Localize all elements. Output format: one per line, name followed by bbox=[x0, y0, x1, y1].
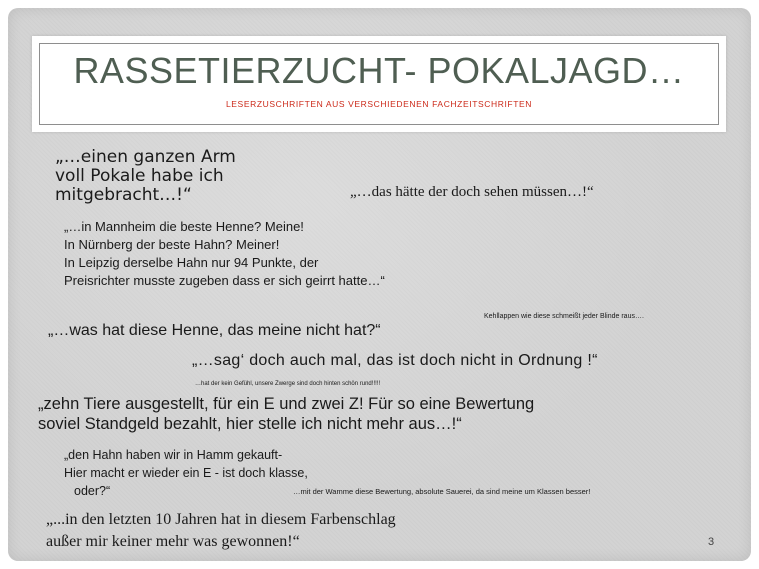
quote-line: Preisrichter musste zugeben dass er sich geirrt hatte…“ bbox=[64, 273, 385, 288]
quote-arm-pokale bbox=[55, 148, 236, 205]
quote-hamm bbox=[64, 446, 308, 500]
quote-zehn-tiere bbox=[38, 394, 534, 434]
quote-line: „den Hahn haben wir in Hamm gekauft- bbox=[64, 448, 283, 462]
quote-line: „...in den letzten 10 Jahren hat in diesem Farbenschlag bbox=[46, 511, 396, 528]
quote-line: In Leipzig derselbe Hahn nur 94 Punkte, der bbox=[64, 255, 319, 270]
quote-was-hat: „…was hat diese Henne, das meine nicht hat?“ bbox=[48, 322, 381, 339]
quote-sag-doch: „…sag‘ doch auch mal, das ist doch nicht in Ordnung !“ bbox=[192, 352, 598, 369]
quote-line: mitgebracht…!“ bbox=[55, 185, 192, 205]
quote-line: Hier macht er wieder ein E - ist doch klasse, bbox=[64, 466, 308, 480]
page-number: 3 bbox=[708, 536, 715, 548]
quote-haette-sehen: „…das hätte der doch sehen müssen…!“ bbox=[350, 184, 594, 200]
quote-letzten-jahren bbox=[46, 509, 396, 553]
slide-title: RASSETIERZUCHT- POKALJAGD… bbox=[73, 50, 685, 91]
quote-line: „zehn Tiere ausgestellt, für ein E und zwei Z! Für so eine Bewertung bbox=[38, 395, 535, 413]
quote-line: „…in Mannheim die beste Henne? Meine! bbox=[64, 219, 304, 234]
quote-line: „…einen ganzen Arm bbox=[55, 147, 236, 167]
slide bbox=[8, 8, 751, 561]
note-kehllappen: Kehllappen wie diese schmeißt jeder Blinde raus…. bbox=[484, 313, 644, 320]
note-wamme: …mit der Wamme diese Bewertung, absolute Sauerei, da sind meine um Klassen besser! bbox=[293, 487, 591, 496]
quote-line: In Nürnberg der beste Hahn? Meiner! bbox=[64, 237, 280, 252]
quote-line: oder?“ bbox=[74, 484, 111, 498]
note-gefuehl: …hat der kein Gefühl, unsere Zwerge sind doch hinten schön rund!!!!! bbox=[195, 381, 381, 387]
slide-subtitle: LESERZUSCHRIFTEN AUS VERSCHIEDENEN FACHZEITSCHRIFTEN bbox=[225, 99, 533, 109]
quote-henne-hahn bbox=[64, 218, 385, 290]
quote-line: außer mir keiner mehr was gewonnen!“ bbox=[46, 533, 300, 550]
quote-line: voll Pokale habe ich bbox=[55, 166, 224, 186]
title-box bbox=[32, 36, 726, 132]
quote-line: soviel Standgeld bezahlt, hier stelle ich nicht mehr aus…!“ bbox=[38, 415, 462, 433]
